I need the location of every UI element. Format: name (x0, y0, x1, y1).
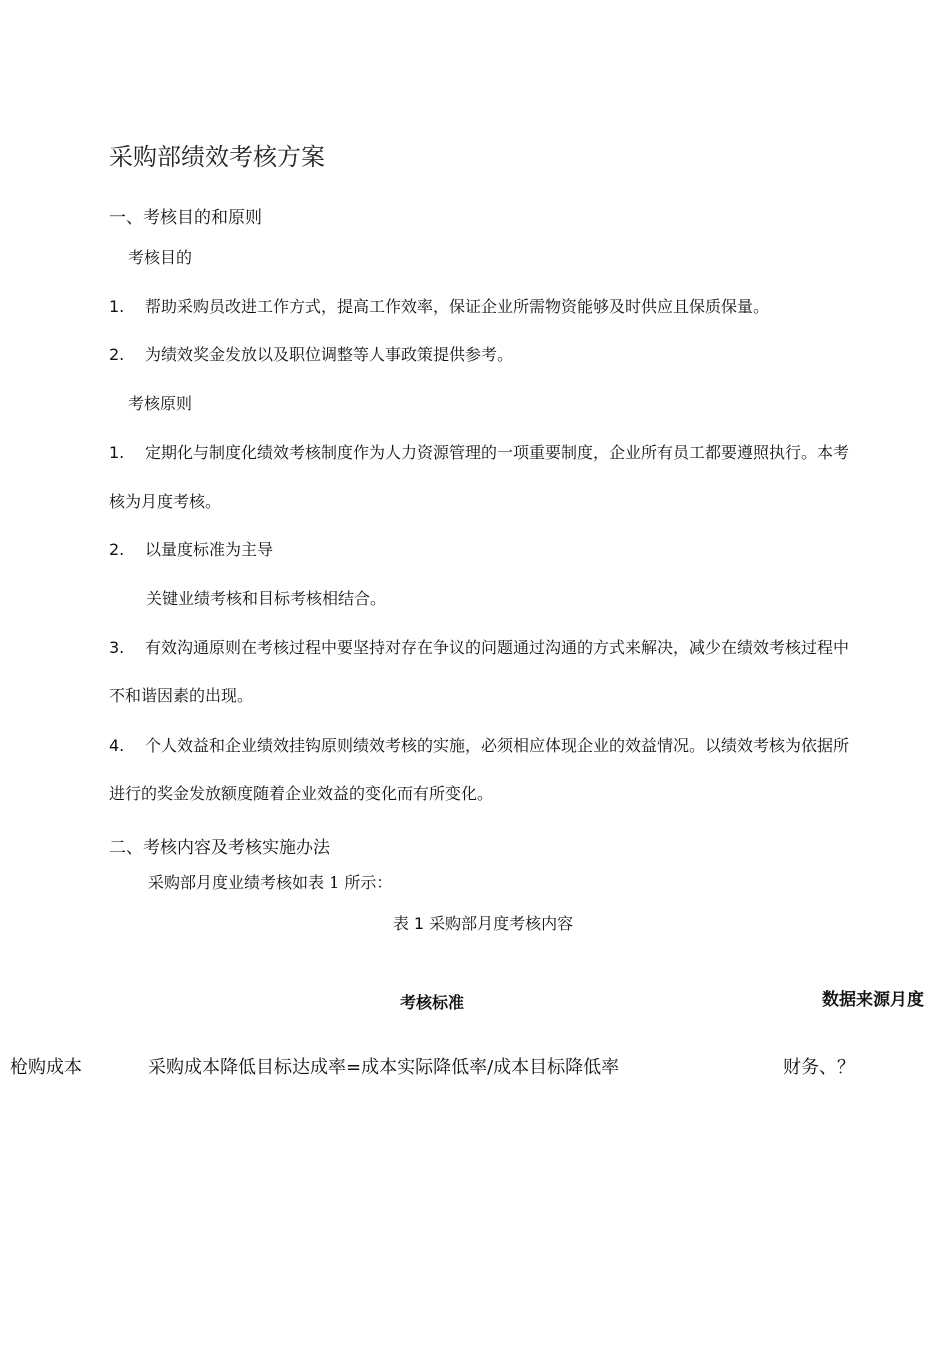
purpose-item-1-text: 帮助采购员改进工作方式，提高工作效率，保证企业所需物资能够及时供应且保质保量。 (145, 297, 770, 316)
purpose-item-2-text: 为绩效奖金发放以及职位调整等人事政策提供参考。 (145, 345, 514, 364)
principles-label: 考核原则 (128, 394, 193, 413)
principle-item-1-line-1: 定期化与制度化绩效考核制度作为人力资源管理的一项重要制度，企业所有员工都要遵照执行。本考 (145, 443, 850, 462)
purpose-item-1-number: 1. (109, 297, 125, 316)
principle-item-4-line-1: 个人效益和企业绩效挂钩原则绩效考核的实施，必须相应体现企业的效益情况。以绩效考核为依据所 (145, 736, 850, 755)
principle-item-3-line-2: 不和谐因素的出现。 (109, 686, 254, 705)
table-header-standard: 考核标准 (400, 993, 465, 1012)
principle-item-3-line-1: 有效沟通原则在考核过程中要坚持对存在争议的问题通过沟通的方式来解决，减少在绩效考核过程中 (145, 638, 850, 657)
principle-item-4-number: 4. (109, 736, 125, 755)
purpose-item-2 (109, 342, 513, 365)
section1-heading: 一、考核目的和原则 (109, 208, 262, 228)
principle-item-2-line-2: 关键业绩考核和目标考核相结合。 (146, 589, 387, 608)
table-intro: 采购部月度业绩考核如表 1 所示： (148, 873, 393, 892)
principle-item-1-line-2: 核为月度考核。 (109, 492, 222, 511)
principle-item-1 (109, 440, 849, 463)
principle-item-2-line-1: 以量度标准为主导 (145, 540, 274, 559)
document-title: 采购部绩效考核方案 (109, 143, 325, 171)
table-cell-standard: 采购成本降低目标达成率=成本实际降低率/成本目标降低率 (148, 1057, 620, 1078)
table-header-source: 数据来源月度 (822, 990, 924, 1010)
purpose-label: 考核目的 (128, 248, 193, 267)
section2-heading: 二、考核内容及考核实施办法 (109, 838, 330, 858)
table-caption: 表 1 采购部月度考核内容 (392, 914, 574, 933)
table-cell-source: 财务、？ (783, 1057, 855, 1078)
purpose-item-1 (109, 294, 769, 317)
table-cell-item: 枪购成本 (10, 1057, 82, 1078)
purpose-item-2-number: 2. (109, 345, 125, 364)
principle-item-4 (109, 733, 849, 756)
principle-item-4-line-2: 进行的奖金发放额度随着企业效益的变化而有所变化。 (109, 784, 494, 803)
principle-item-3-number: 3. (109, 638, 125, 657)
principle-item-2 (109, 537, 273, 560)
principle-item-3 (109, 635, 849, 658)
principle-item-2-number: 2. (109, 540, 125, 559)
principle-item-1-number: 1. (109, 443, 125, 462)
